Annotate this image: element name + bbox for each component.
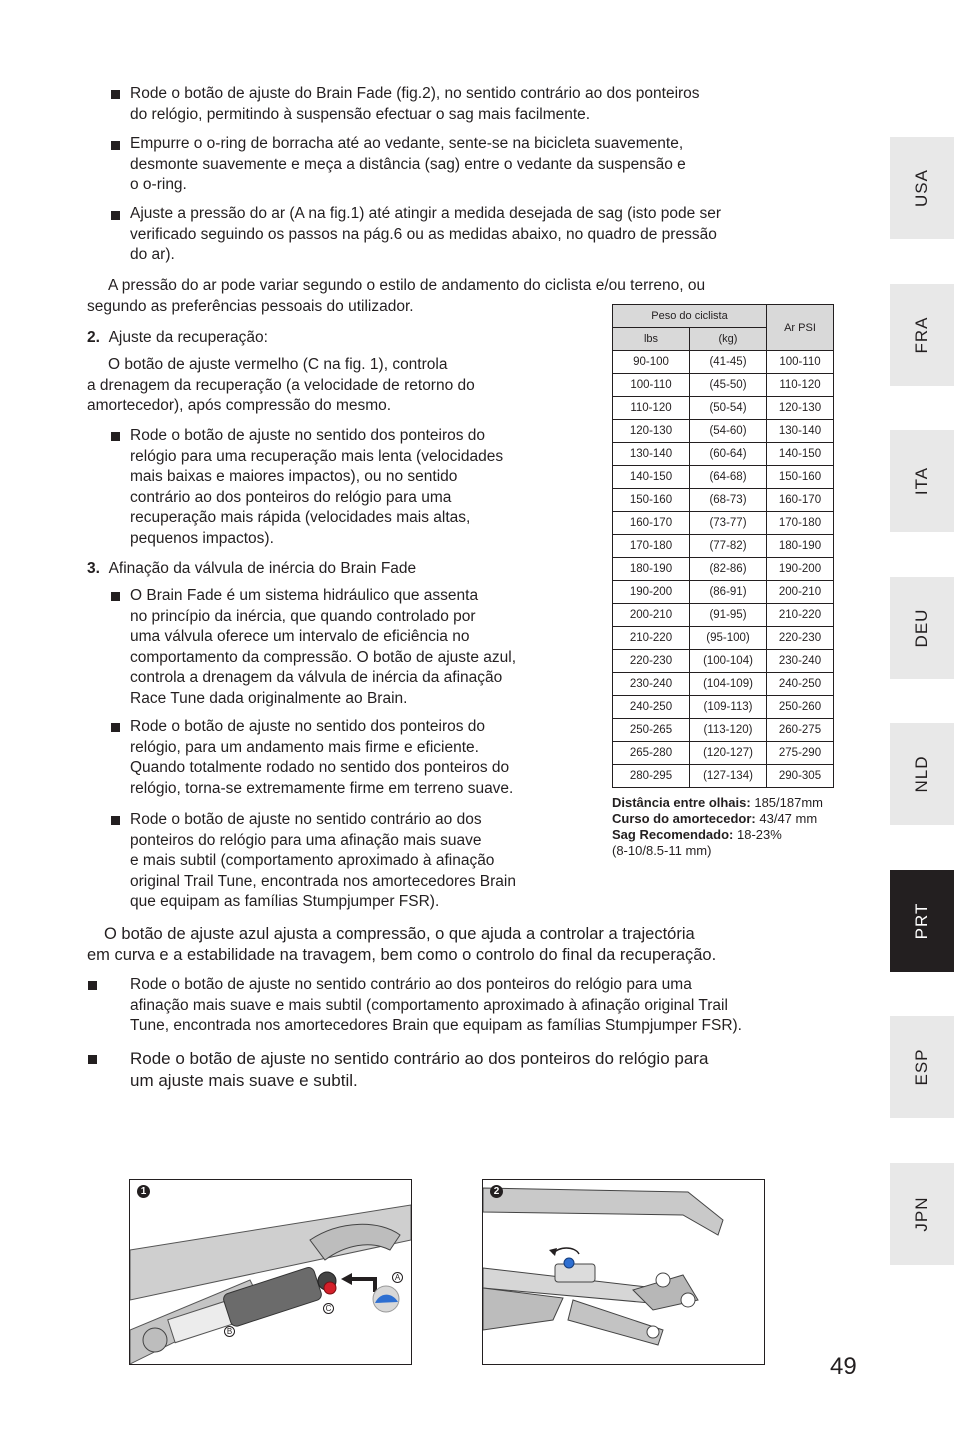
table-header-kg: (kg) [690,328,767,351]
table-cell-kg: (68-73) [690,489,767,512]
table-cell-kg: (73-77) [690,512,767,535]
figure-1-illustration [130,1180,411,1364]
table-cell-lbs: 200-210 [613,604,690,627]
table-cell-kg: (120-127) [690,742,767,765]
table-cell-kg: (127-134) [690,765,767,788]
table-row [613,765,834,788]
table-row [613,420,834,443]
table-cell-psi: 200-210 [767,581,834,604]
bullet-marker [88,981,97,990]
table-cell-psi: 100-110 [767,351,834,374]
bullet-marker [111,592,120,601]
tab-jpn[interactable] [890,1163,954,1265]
table-cell-kg: (104-109) [690,673,767,696]
table-row [613,397,834,420]
table-cell-psi: 150-160 [767,466,834,489]
table-cell-lbs: 265-280 [613,742,690,765]
table-cell-psi: 130-140 [767,420,834,443]
table-row [613,489,834,512]
figure-2 [482,1179,765,1365]
table-row [613,719,834,742]
table-cell-lbs: 100-110 [613,374,690,397]
table-cell-kg: (100-104) [690,650,767,673]
shock-specs: Distância entre olhais: 185/187mm Curso do amortecedor: 43/47 mm Sag Recomendado: 18-23% (8-10/8.5-11 mm) [612,795,823,858]
table-cell-kg: (45-50) [690,374,767,397]
table-cell-kg: (41-45) [690,351,767,374]
table-row [613,673,834,696]
table-cell-lbs: 190-200 [613,581,690,604]
table-cell-kg: (64-68) [690,466,767,489]
bullet-marker [88,1055,97,1064]
table-cell-psi: 250-260 [767,696,834,719]
table-row [613,466,834,489]
table-cell-kg: (60-64) [690,443,767,466]
table-cell-kg: (113-120) [690,719,767,742]
table-row [613,604,834,627]
table-cell-lbs: 110-120 [613,397,690,420]
table-cell-psi: 240-250 [767,673,834,696]
tab-label: ITA [912,466,931,496]
table-cell-psi: 260-275 [767,719,834,742]
table-cell-lbs: 230-240 [613,673,690,696]
table-cell-lbs: 280-295 [613,765,690,788]
table-cell-lbs: 160-170 [613,512,690,535]
tab-label: FRA [912,316,931,354]
table-cell-lbs: 170-180 [613,535,690,558]
bottom-bullet: Rode o botão de ajuste no sentido contrário ao dos ponteiros do relógio para uma afinação mais suave e mais subtil (comportamento aproximado à afinação original Trail Tune, encontrada nos amortecedores Brain que equipam as famílias Stumpjumper FSR). [130,976,742,1034]
table-row [613,696,834,719]
table-row [613,512,834,535]
figure-1-number: 1 [137,1185,150,1198]
table-cell-kg: (50-54) [690,397,767,420]
table-cell-psi: 170-180 [767,512,834,535]
table-header-weight: Peso do ciclista [613,305,767,328]
table-row [613,581,834,604]
table-cell-psi: 275-290 [767,742,834,765]
section-2-bullet: Rode o botão de ajuste no sentido dos ponteiros do relógio para uma recuperação mais lenta (velocidades mais baixas e maiores impactos), ou no sentido contrário ao dos ponteiros do relógio para uma recuperação mais rápida (velocidades mais altas, pequenos impactos). [130,427,504,547]
table-cell-kg: (82-86) [690,558,767,581]
table-row [613,558,834,581]
table-cell-kg: (54-60) [690,420,767,443]
section-2-paragraph: O botão de ajuste vermelho (C na fig. 1), controla a drenagem da recuperação (a velocidade de retorno do amortecedor), após compressão do mesmo. [87,356,475,414]
tab-label: PRT [912,902,931,940]
label-b: B [224,1326,235,1337]
tab-prt[interactable] [890,870,954,972]
table-cell-psi: 140-150 [767,443,834,466]
bullet-marker [111,141,120,150]
table-cell-kg: (95-100) [690,627,767,650]
air-pressure-table [612,304,834,788]
tab-deu[interactable] [890,577,954,679]
table-cell-lbs: 180-190 [613,558,690,581]
bullet-marker [111,432,120,441]
table-cell-kg: (109-113) [690,696,767,719]
table-cell-lbs: 210-220 [613,627,690,650]
bullet-marker [111,211,120,220]
bullet-text: Ajuste a pressão do ar (A na fig.1) até atingir a medida desejada de sag (isto pode ser verificado seguindo os passos na pág.6 ou as medidas abaixo, no quadro de pressão do ar). [130,205,722,263]
section-3-bullet: O Brain Fade é um sistema hidráulico que assenta no princípio da inércia, que quando controlado por uma válvula oferece um intervalo de eficiência no comportamento da compressão. O botão de ajuste azul, controla a drenagem da válvula de inércia da afinação Race Tune dada originalmente ao Brain. [130,587,516,707]
table-cell-psi: 210-220 [767,604,834,627]
table-header-psi: Ar PSI [767,305,834,351]
tab-usa[interactable] [890,137,954,239]
table-row [613,627,834,650]
table-cell-kg: (91-95) [690,604,767,627]
figure-1 [129,1179,412,1365]
table-cell-psi: 180-190 [767,535,834,558]
table-cell-psi: 160-170 [767,489,834,512]
table-cell-kg: (86-91) [690,581,767,604]
label-c: C [323,1303,334,1314]
tab-label: JPN [912,1196,931,1232]
section-3-bullet: Rode o botão de ajuste no sentido contrário ao dos ponteiros do relógio para uma afinação mais suave e mais subtil (comportamento aproximado à afinação original Trail Tune, encontrada nos amortecedores Brain que equipam as famílias Stumpjumper FSR). [130,811,516,910]
tab-ita[interactable] [890,430,954,532]
table-cell-kg: (77-82) [690,535,767,558]
table-cell-psi: 120-130 [767,397,834,420]
bullet-marker [111,816,120,825]
label-a: A [392,1272,403,1283]
blue-knob-paragraph: O botão de ajuste azul ajusta a compressão, o que ajuda a controlar a trajectória em curva e a estabilidade na travagem, bem como o controlo do final da recuperação. [87,925,717,964]
tab-label: ESP [912,1048,931,1086]
table-cell-lbs: 120-130 [613,420,690,443]
table-cell-lbs: 140-150 [613,466,690,489]
table-cell-lbs: 90-100 [613,351,690,374]
page-number: 49 [830,1353,857,1380]
table-cell-lbs: 150-160 [613,489,690,512]
table-row [613,535,834,558]
section-3-bullet: Rode o botão de ajuste no sentido dos ponteiros do relógio, para um andamento mais firme e eficiente. Quando totalmente rodado no sentido dos ponteiros do relógio, torna-se extremamente firme em terreno suave. [130,718,514,797]
bullet-text: Empurre o o-ring de borracha até ao vedante, sente-se na bicicleta suavemente, desmonte suavemente e meça a distância (sag) entre o vedante da suspensão e o o-ring. [130,135,686,193]
table-body [613,351,834,788]
bullet-text: Rode o botão de ajuste do Brain Fade (fig.2), no sentido contrário ao dos ponteiros do relógio, permitindo à suspensão efectuar o sag mais facilmente. [130,85,700,123]
table-cell-psi: 230-240 [767,650,834,673]
tab-label: USA [912,169,931,207]
tab-label: DEU [912,608,931,648]
section-2-heading: 2. Ajuste da recuperação: [87,329,268,346]
figure-2-number: 2 [490,1185,503,1198]
table-row [613,351,834,374]
table-cell-psi: 220-230 [767,627,834,650]
tab-label: NLD [912,755,931,793]
table-header-lbs: lbs [613,328,690,351]
table-cell-lbs: 250-265 [613,719,690,742]
table-row [613,650,834,673]
bottom-bullet: Rode o botão de ajuste no sentido contrário ao dos ponteiros do relógio para um ajuste mais suave e subtil. [130,1049,709,1090]
air-pressure-paragraph: A pressão do ar pode variar segundo o estilo de andamento do ciclista e/ou terreno, ou segundo as preferências pessoais do utilizador. [87,277,706,315]
bullet-marker [111,723,120,732]
figure-2-illustration [483,1180,764,1364]
section-3-heading: 3. Afinação da válvula de inércia do Brain Fade [87,560,417,577]
table-row [613,742,834,765]
table-cell-psi: 290-305 [767,765,834,788]
table-cell-lbs: 130-140 [613,443,690,466]
table-cell-lbs: 220-230 [613,650,690,673]
tab-fra[interactable] [890,284,954,386]
table-cell-lbs: 240-250 [613,696,690,719]
tab-esp[interactable] [890,1016,954,1118]
table-row [613,443,834,466]
tab-nld[interactable] [890,723,954,825]
table-row [613,374,834,397]
bullet-marker [111,90,120,99]
table-cell-psi: 110-120 [767,374,834,397]
table-cell-psi: 190-200 [767,558,834,581]
